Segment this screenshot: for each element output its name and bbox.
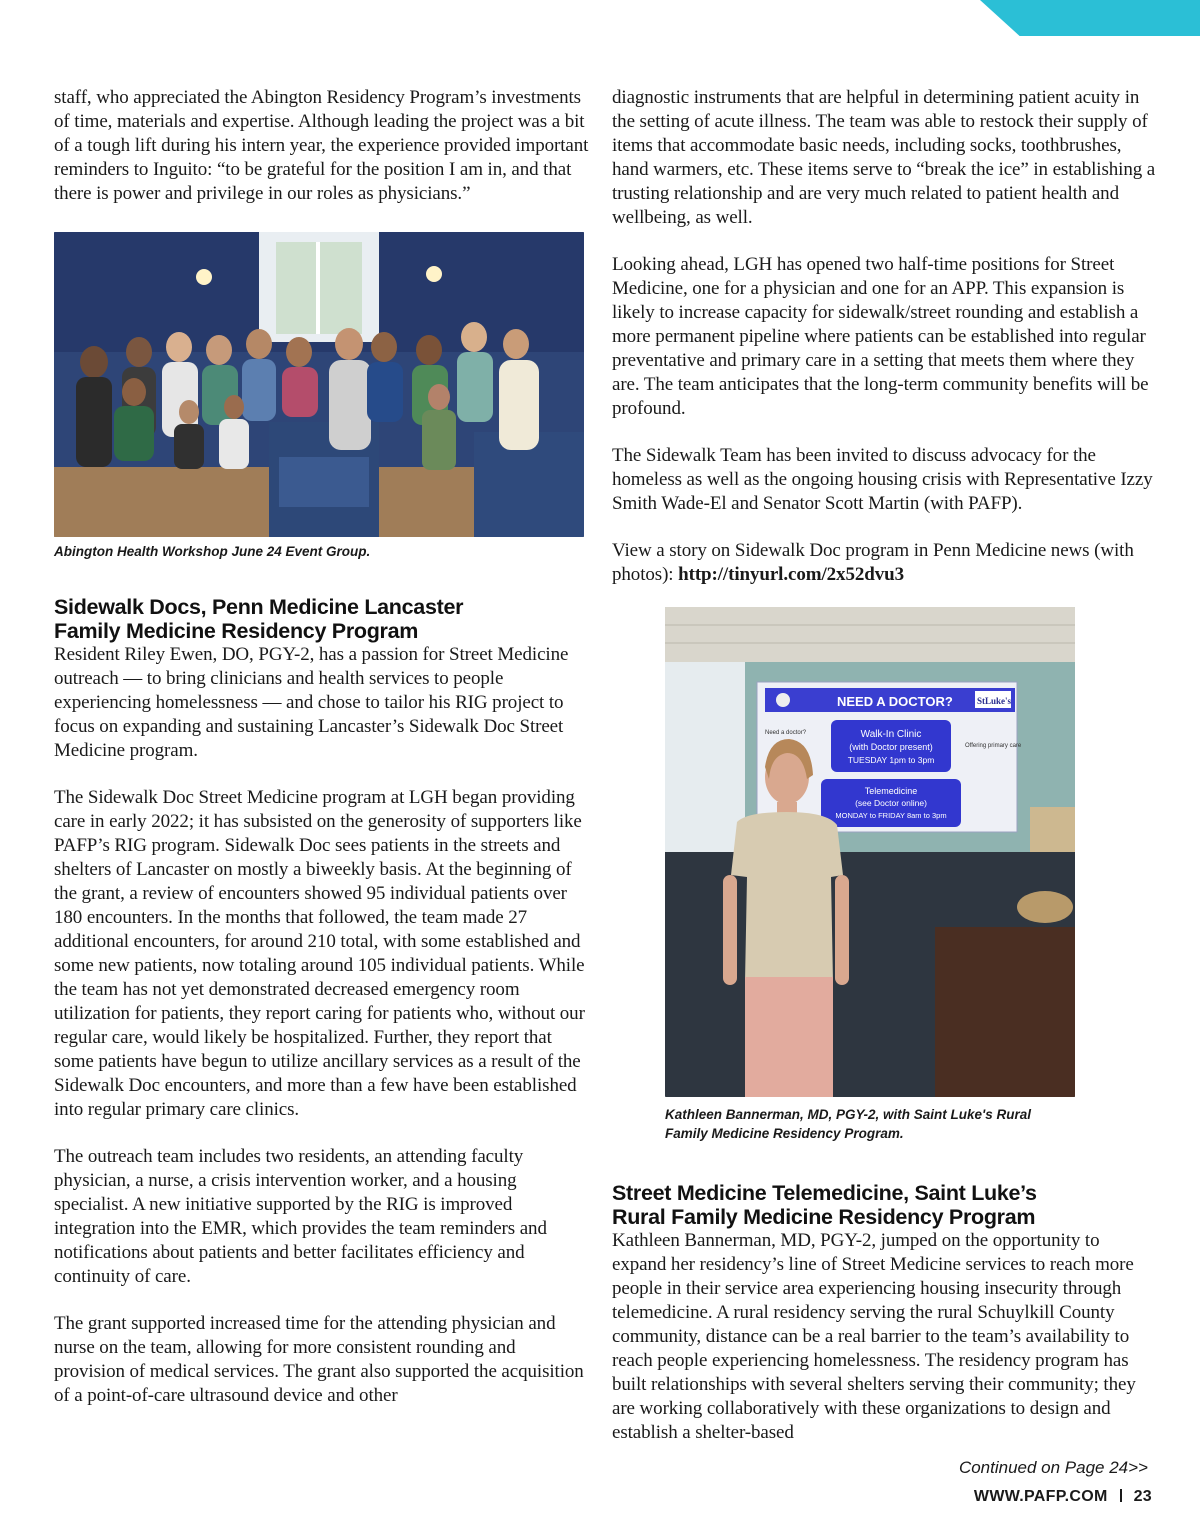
saint-lukes-heading-line1: Street Medicine Telemedicine, Saint Luke’s [612,1181,1037,1205]
lancaster-heading [54,595,589,643]
group-photo [54,232,584,537]
group-photo-illustration [54,232,584,537]
footer-site-url[interactable]: WWW.PAFP.COM [973,1488,1108,1505]
story-link[interactable]: http://tinyurl.com/2x52dvu3 [678,564,904,585]
sign-walkin-line1: Walk-In Clinic [860,729,922,740]
sign-walkin-line2: (with Doctor present) [849,742,933,752]
bannerman-photo-illustration [665,607,1075,1097]
left-column [54,86,589,1408]
story-paragraph [612,539,1157,587]
lancaster-para-3: The outreach team includes two residents, an attending faculty physician, a nurse, a crisis intervention worker, and a housing specialist. A new initiative supported by the RIG is improved integration into the EMR, which provides the team reminders and notifications about patients and better facilitates efficiency and continuity of care. [54,1146,547,1287]
corner-accent-tab [980,0,1200,36]
right-para-2: Looking ahead, LGH has opened two half-time positions for Street Medicine, one for a physician and one for an APP. This expansion is likely to increase capacity for sidewalk/street rounding and establish a more permanent pipeline where patients can be established into regular preventative and primary care in a setting that meets them where they are. The team anticipates that the long-term community benefits will be profound. [612,254,1149,419]
right-para-3: The Sidewalk Team has been invited to discuss advocacy for the homeless as well as the ongoing housing crisis with Representative Izzy Smith Wade-El and Senator Scott Martin (with PAFP). [612,445,1153,514]
sign-title: NEED A DOCTOR? [837,694,953,709]
page-footer [974,1488,1152,1506]
group-photo-caption: Abington Health Workshop June 24 Event Group. [54,544,371,559]
saint-lukes-paragraph: Kathleen Bannerman, MD, PGY-2, jumped on the opportunity to expand her residency’s line of Street Medicine services to reach more people in their service area experiencing housing insecurity through telemedicine. A rural residency serving the rural Schuylkill County community, distance can be a real barrier to the team’s availability to reach people experiencing homelessness. The residency program has built relationships with several shelters serving their community; they are working collaboratively with these organizations to design and establish a shelter-based [612,1230,1136,1443]
sign-tele-line1: Telemedicine [864,786,918,796]
sign-tele-line2: (see Doctor online) [855,798,927,808]
right-para-1: diagnostic instruments that are helpful in determining patient acuity in the setting of acute illness. The team was able to restock their supply of items that accommodate basic needs, including socks, toothbrushes, hand warmers, etc. These items serve to “break the ice” in establishing a trusting relationship and are very much related to patient health and wellbeing, as well. [612,87,1156,228]
bannerman-photo-caption [665,1105,1157,1143]
sign-walkin-line3: TUESDAY 1pm to 3pm [847,755,935,765]
lancaster-para-1: Resident Riley Ewen, DO, PGY-2, has a passion for Street Medicine outreach — to bring clinicians and health services to people experiencing homelessness — and chose to tailor his RIG project to focus on expanding and sustaining Lancaster’s Sidewalk Doc Street Medicine program. [54,644,569,761]
sign-brand: StLuke's [977,696,1012,706]
sign-side-right: Offering primary care [965,743,1022,749]
intro-paragraph: staff, who appreciated the Abington Residency Program’s investments of time, materials and expertise. Although leading the project was a bit of a tough lift during his intern year, the experience provided important reminders to Inguito: “to be grateful for the position I am in, and that there is power and privilege in our roles as physicians.” [54,87,589,204]
page-number: 23 [1133,1488,1152,1505]
saint-lukes-heading [612,1181,1157,1229]
bannerman-photo [665,607,1075,1097]
footer-divider [1120,1489,1122,1502]
saint-lukes-section [612,1181,1157,1445]
bannerman-caption-line2: Family Medicine Residency Program. [665,1126,904,1141]
continued-note: Continued on Page 24>> [958,1458,1148,1477]
lancaster-section [54,595,589,1408]
right-column [612,86,1157,1445]
lancaster-heading-line2: Family Medicine Residency Program [54,619,419,643]
saint-lukes-heading-line2: Rural Family Medicine Residency Program [612,1205,1036,1229]
sign-tele-line3: MONDAY to FRIDAY 8am to 3pm [835,811,947,820]
sign-side-left: Need a doctor? [765,730,807,736]
lancaster-heading-line1: Sidewalk Docs, Penn Medicine Lancaster [54,595,464,619]
lancaster-para-2: The Sidewalk Doc Street Medicine program at LGH began providing care in early 2022; it has subsisted on the generosity of supporters like PAFP’s RIG program. Sidewalk Doc sees patients in the streets and shelters of Lancaster on mostly a biweekly basis. At the beginning of the grant, a review of encounters showed 95 individual patients over 180 encounters. In the months that followed, the team made 27 additional encounters, for around 210 total, with some established and some new patients, now totaling around 105 individual patients. While the team has not yet demonstrated decreased emergency room utilization for patients, they report caring for patients who, without our regular care, would likely be hospitalized. Further, they report that some patients have begun to utilize ancillary services as a result of the Sidewalk Doc encounters, and more than a few have been established into regular primary care clinics. [54,787,585,1120]
story-text: View a story on Sidewalk Doc program in Penn Medicine news (with photos): [612,540,1134,585]
bannerman-caption-line1: Kathleen Bannerman, MD, PGY-2, with Saint Luke's Rural [665,1107,1032,1122]
lancaster-para-4: The grant supported increased time for the attending physician and nurse on the team, allowing for more consistent rounding and provision of medical services. The grant also supported the acquisition of a point-of-care ultrasound device and other [54,1313,584,1406]
